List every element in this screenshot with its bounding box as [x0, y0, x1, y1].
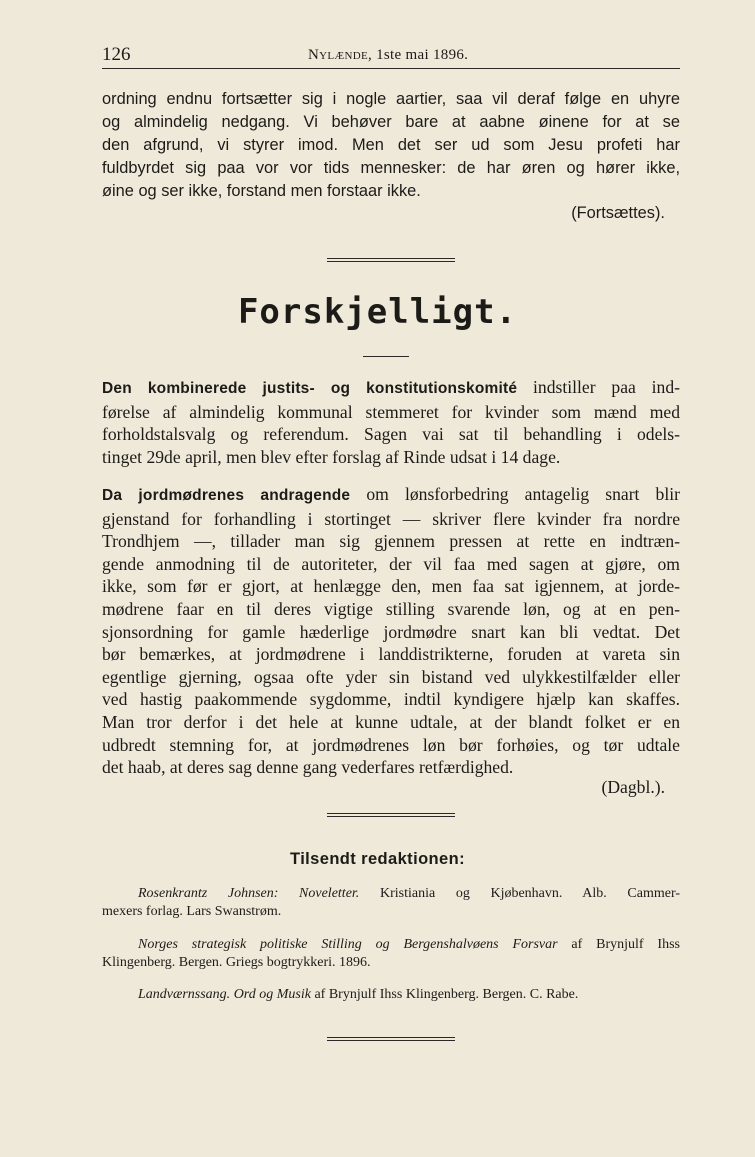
text-line: og almindelig nedgang. Vi behøver bare at aabne øinene for at se — [102, 113, 680, 132]
text-line: Da jordmødrenes andragende om lønsforbedring antagelig snart blir — [102, 484, 680, 504]
received-book — [102, 885, 680, 921]
header-rule — [102, 68, 680, 69]
item-lead: Den kombinerede justits- og konstitutionskomité — [102, 380, 518, 397]
section-divider — [327, 1037, 455, 1038]
text-line: Den kombinerede justits- og konstitutionskomité indstiller paa ind- — [102, 377, 681, 397]
text-line: førelse af almindelig kommunal stemmeret for kvinder som mænd med — [102, 401, 680, 422]
book-title: Ord og Musik — [233, 987, 311, 1002]
text-line: øine og ser ikke, forstand men forstaar ikke. — [102, 182, 421, 201]
section-divider — [327, 258, 455, 259]
text-line: Rosenkrantz Johnsen: Noveletter. Kristiania og Kjøbenhavn. Alb. Cammer- — [138, 886, 681, 901]
issue-date: 1ste mai 1896. — [376, 47, 469, 63]
text-line: ikke, som før er gjort, at henlægge den, men faa sat igjennem, at jorde- — [102, 576, 680, 597]
text-line: tinget 29de april, men blev efter forslag af Rinde udsat i 14 dage. — [102, 446, 561, 467]
text-line: sjonsordning for gamle hæderlige jordmødre snart kan bli vedtat. Det — [102, 621, 680, 642]
received-book — [102, 936, 680, 972]
text-line: udbredt stemning for, at jordmødrenes løn bør forhøies, og tør udtale — [102, 734, 680, 755]
journal-name: Nylænde, — [308, 47, 373, 63]
text-line: gende anmodning til de autoriteter, der vil faa med sagen at gjøre, om — [102, 553, 680, 574]
text-line: Klingenberg. Bergen. Griegs bogtrykkeri. 1896. — [102, 955, 371, 970]
text-line: Landværnssang. Ord og Musik af Brynjulf Ihss Klingenberg. Bergen. C. Rabe. — [138, 987, 579, 1002]
text-line: Man tror derfor i det hele at kunne udtale, at der blandt folket er en — [102, 711, 680, 732]
section-title: Forskjelligt. — [237, 292, 518, 332]
news-item-committee — [102, 376, 680, 468]
book-title: Rosenkrantz Johnsen: Noveletter. — [138, 886, 360, 901]
section-divider — [327, 813, 455, 814]
text-line: den afgrund, vi styrer imod. Men det ser ud som Jesu profeti har — [102, 136, 680, 155]
running-head — [308, 47, 468, 64]
book-title: Landværnssang. — [138, 987, 231, 1002]
book-title: Norges strategisk politiske Stilling og Bergenshalvøens Forsvar — [138, 937, 558, 952]
text-line: fuldbyrdet sig paa vor vor tids mennesker: de har øren og hører ikke, — [102, 159, 680, 178]
text-line: mødrene faar en til deres vigtige stilling svarende løn, og at en pen- — [102, 598, 680, 619]
text-line: ved hastig paakommende sygdomme, indtil kyndigere hjælp kan skaffes. — [102, 689, 680, 710]
source-credit: (Dagbl.). — [601, 777, 665, 797]
text-line: ordning endnu fortsætter sig i nogle aartier, saa vil deraf følge en uhyre — [102, 90, 680, 108]
text-line: egentlige gjerning, ogsaa ofte yder sin bistand ved ulykkestilfælder eller — [102, 666, 680, 687]
news-item-midwives — [102, 483, 680, 779]
text-line: Trondhjem —, tillader man sig gjennem pressen at rette en indtræn- — [102, 531, 680, 552]
continued-note: (Fortsættes). — [571, 204, 665, 222]
text-line: gjenstand for forhandling i stortinget — skriver flere kvinder fra nordre — [102, 508, 680, 529]
title-underline — [363, 356, 409, 357]
continuation-text — [102, 88, 680, 203]
page-number: 126 — [102, 44, 131, 65]
text-line: forholdstalsvalg og referendum. Sagen vai sat til behandling i odels- — [102, 424, 680, 445]
text-line: mexers forlag. Lars Swanstrøm. — [102, 904, 282, 919]
received-book — [102, 986, 680, 1004]
text-line: Norges strategisk politiske Stilling og Bergenshalvøens Forsvar af Brynjulf Ihss — [138, 937, 680, 952]
text-line: det haab, at deres sag denne gang vederfares retfærdighed. — [102, 757, 514, 778]
text-line: bør bemærkes, at jordmødrene i landdistrikterne, foruden at vareta sin — [102, 644, 680, 665]
page-header — [102, 44, 680, 68]
received-heading: Tilsendt redaktionen: — [290, 850, 465, 868]
item-lead: Da jordmødrenes andragende — [102, 487, 351, 504]
